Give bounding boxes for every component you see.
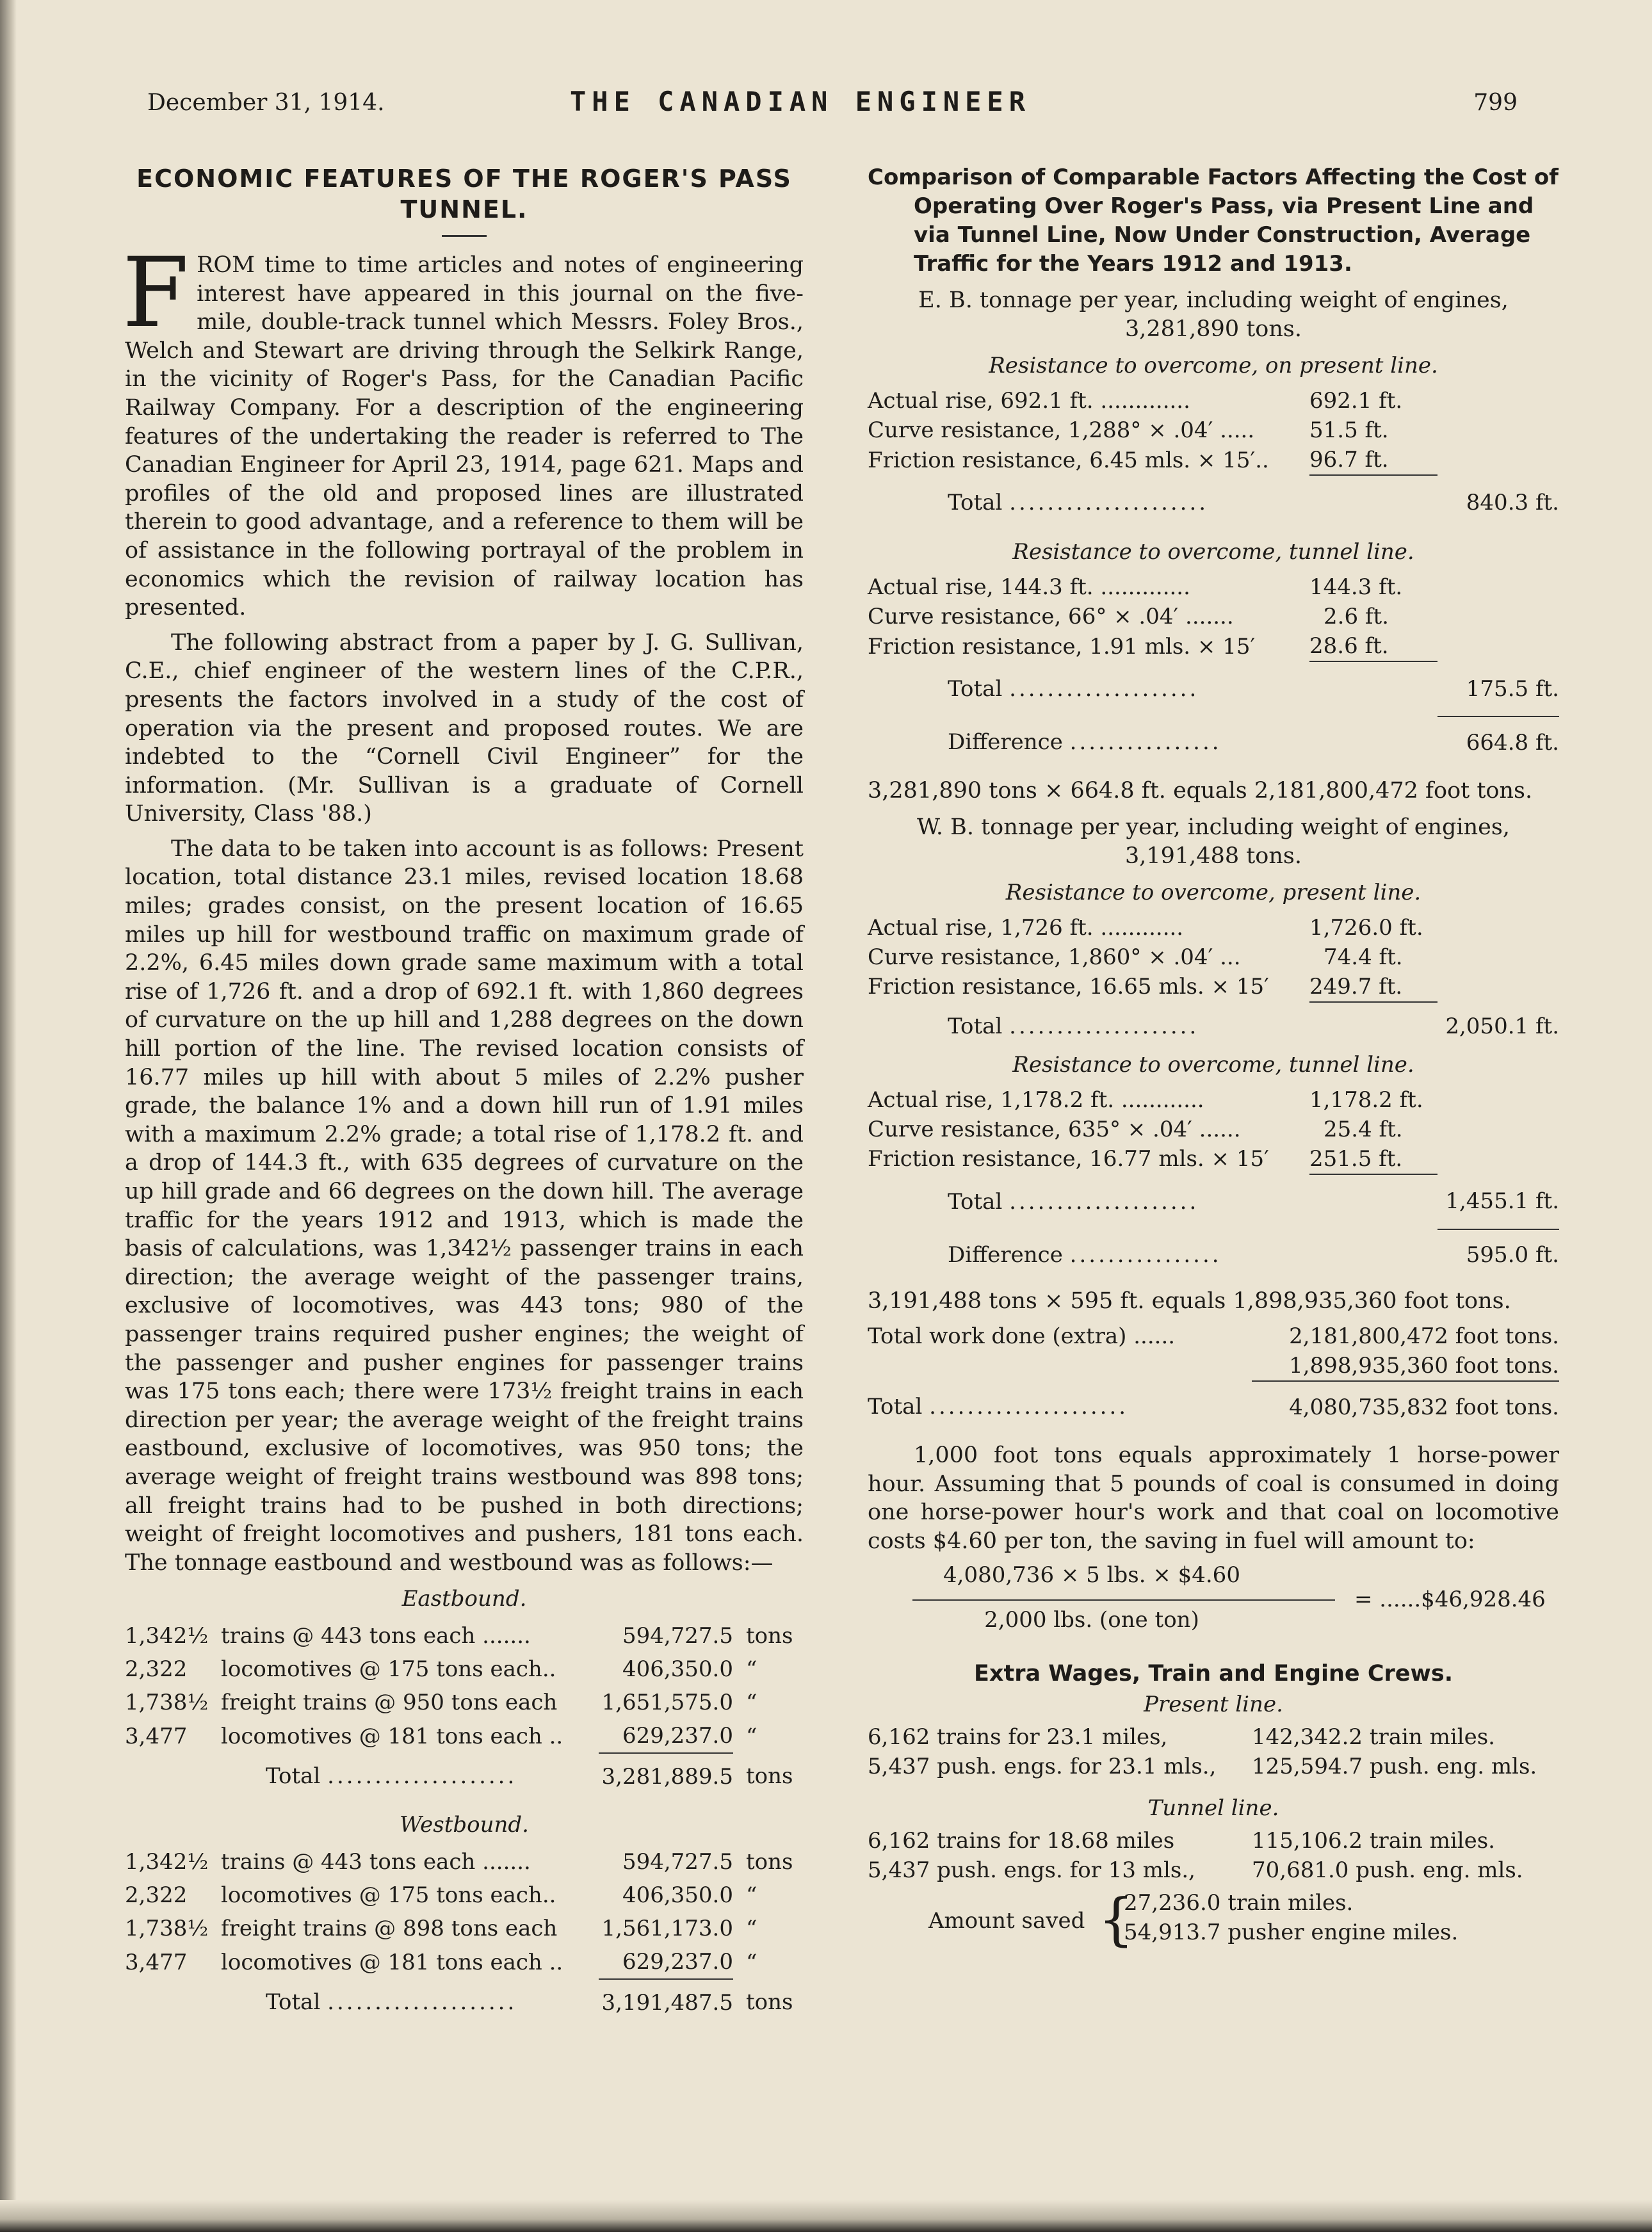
row-value: 1,726.0 ft. — [1309, 914, 1423, 941]
row-desc: freight trains @ 898 tons each — [221, 1916, 558, 1942]
right-column — [868, 163, 1559, 1958]
table-row — [868, 1752, 1559, 1781]
row-desc: locomotives @ 181 tons each .. — [221, 1949, 563, 1975]
row-count: 1,738½ — [125, 1916, 209, 1942]
row-label: Curve resistance, 1,860° × .04′ ... — [868, 944, 1241, 970]
article-paragraph-2: The following abstract from a paper by J. G. Sullivan, C.E., chief engineer of the western lines of the C.P.R., presents the factors involved in a study of the cost of operation via the present and proposed routes. We are indebted to the “Cornell Civil Engineer” for the information. (Mr. Sullivan is a graduate of Cornell University, Class '88.) — [125, 629, 804, 827]
amount-saved-line-2: 54,913.7 pusher engine miles. — [1124, 1919, 1459, 1945]
row-right: 142,342.2 train miles. — [1252, 1724, 1495, 1750]
eb-tunnel-heading: Resistance to overcome, tunnel line. — [1012, 539, 1414, 565]
total-value: 1,455.1 ft. — [1437, 1174, 1559, 1229]
row-value: 594,727.5 — [622, 1623, 733, 1649]
row-left: 6,162 trains for 18.68 miles — [868, 1827, 1175, 1854]
work-value-2: 1,898,935,360 foot tons. — [1252, 1351, 1559, 1381]
wb-intro: W. B. tonnage per year, including weight of engines, 3,191,488 tons. — [917, 814, 1510, 869]
total-value: 2,050.1 ft. — [1445, 1013, 1559, 1039]
row-left: 6,162 trains for 23.1 miles, — [868, 1724, 1168, 1750]
work-value-1: 2,181,800,472 foot tons. — [1289, 1323, 1559, 1350]
row-desc: locomotives @ 175 tons each.. — [221, 1882, 556, 1909]
eastbound-table — [125, 1619, 804, 1799]
title-rule — [442, 235, 487, 237]
row-count: 2,322 — [125, 1882, 188, 1909]
table-row — [868, 572, 1559, 602]
wages-heading: Extra Wages, Train and Engine Crews. — [973, 1660, 1453, 1686]
row-label: Curve resistance, 66° × .04′ ....... — [868, 604, 1234, 629]
comparison-title: Comparison of Comparable Factors Affecting the Cost of Operating Over Roger's Pass, via Present Line and via Tunnel Line, Now Under Construction, Average Traffic for the Years 1912 and 1913. — [868, 165, 1559, 277]
eb-present-heading: Resistance to overcome, on present line. — [989, 353, 1438, 378]
row-unit: “ — [746, 1723, 757, 1749]
total-dots: .................... — [1009, 676, 1199, 702]
total-label: Total — [948, 1188, 1003, 1215]
total-dots: .................... — [1009, 1188, 1199, 1215]
table-row — [868, 1144, 1559, 1174]
row-unit: “ — [746, 1916, 757, 1942]
table-row — [125, 1945, 804, 1979]
row-value: 25.4 ft. — [1324, 1116, 1403, 1142]
row-left: 5,437 push. engs. for 23.1 mls., — [868, 1753, 1217, 1779]
difference-label: Difference — [948, 1241, 1063, 1268]
row-value: 144.3 ft. — [1309, 574, 1403, 600]
row-label: Actual rise, 144.3 ft. ............. — [868, 574, 1190, 600]
page-edge-shadow — [0, 0, 17, 2232]
row-value: 96.7 ft. — [1309, 445, 1437, 475]
wb-present-table — [868, 913, 1559, 1051]
wages-present-table — [868, 1722, 1559, 1781]
amount-saved-line-1: 27,236.0 train miles. — [1124, 1889, 1354, 1916]
row-value: 1,178.2 ft. — [1309, 1087, 1423, 1113]
row-label: Actual rise, 1,178.2 ft. ............ — [868, 1087, 1204, 1113]
total-label: Total — [266, 1763, 321, 1790]
row-value: 74.4 ft. — [1324, 944, 1403, 970]
table-row — [125, 1719, 804, 1753]
drop-cap: F — [122, 238, 190, 349]
row-unit: “ — [746, 1690, 757, 1716]
wages-present-heading: Present line. — [1144, 1691, 1283, 1717]
row-unit: “ — [746, 1882, 757, 1909]
total-label: Total — [868, 1394, 923, 1420]
total-unit: tons — [746, 1763, 793, 1790]
table-row — [125, 1845, 804, 1879]
row-right: 115,106.2 train miles. — [1252, 1827, 1495, 1854]
row-desc: trains @ 443 tons each ....... — [221, 1623, 531, 1649]
eb-product: 3,281,890 tons × 664.8 ft. equals 2,181,800,472 foot tons. — [868, 778, 1533, 804]
row-unit: tons — [746, 1623, 793, 1649]
row-count: 3,477 — [125, 1949, 188, 1975]
fraction-bar — [912, 1599, 1335, 1601]
total-value: 175.5 ft. — [1437, 661, 1559, 716]
journal-title: THE CANADIAN ENGINEER — [570, 86, 1032, 117]
total-row — [868, 1174, 1559, 1229]
wages-tunnel-table — [868, 1826, 1559, 1885]
eb-present-table — [868, 386, 1559, 530]
row-value: 629,237.0 — [599, 1719, 733, 1753]
eb-intro: E. B. tonnage per year, including weight of engines, 3,281,890 tons. — [918, 287, 1509, 342]
amount-saved-label: Amount saved — [928, 1907, 1085, 1934]
wb-present-heading: Resistance to overcome, present line. — [1005, 879, 1421, 905]
total-row — [125, 1753, 804, 1799]
total-dots: .................... — [1009, 1013, 1199, 1039]
amount-saved — [868, 1888, 1559, 1958]
total-row — [868, 475, 1559, 530]
row-value: 249.7 ft. — [1309, 972, 1437, 1002]
table-row — [868, 913, 1559, 942]
fraction-numerator: 4,080,736 × 5 lbs. × $4.60 — [943, 1562, 1240, 1588]
eastbound-heading: Eastbound. — [401, 1586, 527, 1612]
total-value: 4,080,735,832 foot tons. — [1289, 1394, 1559, 1420]
table-row — [125, 1619, 804, 1653]
table-row — [868, 1322, 1559, 1351]
row-left: 5,437 push. engs. for 13 mls., — [868, 1857, 1195, 1883]
work-table — [868, 1322, 1559, 1432]
row-desc: locomotives @ 181 tons each .. — [221, 1723, 563, 1749]
wb-tunnel-table — [868, 1085, 1559, 1281]
table-row — [868, 942, 1559, 972]
total-value: 840.3 ft. — [1466, 490, 1559, 515]
wages-tunnel-heading: Tunnel line. — [1147, 1795, 1279, 1821]
difference-value: 664.8 ft. — [1466, 729, 1559, 756]
header-date: December 31, 1914. — [147, 90, 385, 116]
wb-product: 3,191,488 tons × 595 ft. equals 1,898,935,360 foot tons. — [868, 1288, 1511, 1314]
table-row — [868, 631, 1559, 661]
total-row — [868, 1381, 1559, 1432]
table-row — [868, 1085, 1559, 1115]
table-row — [868, 386, 1559, 416]
table-row — [868, 1722, 1559, 1752]
row-value: 692.1 ft. — [1309, 388, 1403, 414]
total-row — [125, 1979, 804, 2025]
row-label: Friction resistance, 1.91 mls. × 15′ — [868, 633, 1256, 659]
row-value: 406,350.0 — [622, 1656, 733, 1683]
difference-value: 595.0 ft. — [1466, 1242, 1559, 1268]
row-value: 2.6 ft. — [1324, 604, 1389, 629]
table-row — [125, 1653, 804, 1686]
difference-label: Difference — [948, 729, 1063, 755]
table-row — [868, 1856, 1559, 1885]
table-row — [125, 1912, 804, 1945]
row-label: Friction resistance, 16.77 mls. × 15′ — [868, 1146, 1269, 1172]
article-title: ECONOMIC FEATURES OF THE ROGER'S PASS TUNNEL. — [136, 165, 792, 223]
total-dots: ..................... — [1009, 490, 1209, 515]
row-value: 28.6 ft. — [1309, 631, 1437, 661]
row-desc: freight trains @ 950 tons each — [221, 1690, 558, 1716]
total-row — [868, 1002, 1559, 1051]
row-value: 629,237.0 — [599, 1945, 733, 1979]
westbound-heading: Westbound. — [399, 1812, 529, 1838]
row-label: Curve resistance, 1,288° × .04′ ..... — [868, 417, 1255, 443]
total-label: Total — [948, 490, 1003, 515]
row-label: Actual rise, 1,726 ft. ............ — [868, 914, 1184, 941]
hp-paragraph: 1,000 foot tons equals approximately 1 horse-power hour. Assuming that 5 pounds of coal is consumed in doing one horse-power hour's work and that coal on locomotive costs $4.60 per ton, the saving in fuel will amount to: — [868, 1443, 1559, 1554]
table-row — [868, 972, 1559, 1002]
row-value: 594,727.5 — [622, 1849, 733, 1875]
westbound-table — [125, 1845, 804, 2025]
total-label: Total — [266, 1989, 321, 2016]
running-header — [147, 86, 1518, 128]
table-row — [868, 1351, 1559, 1381]
fuel-fraction — [868, 1562, 1559, 1639]
row-count: 3,477 — [125, 1723, 188, 1749]
row-count: 1,342½ — [125, 1623, 209, 1649]
total-dots: .................... — [327, 1763, 517, 1790]
row-value: 51.5 ft. — [1309, 417, 1389, 443]
fraction-denominator: 2,000 lbs. (one ton) — [984, 1606, 1199, 1633]
page-number: 799 — [1473, 90, 1518, 116]
row-desc: locomotives @ 175 tons each.. — [221, 1656, 556, 1683]
article-paragraph-1 — [122, 238, 804, 622]
total-dots: ..................... — [929, 1394, 1129, 1420]
table-row — [125, 1686, 804, 1719]
brace-icon: { — [1098, 1886, 1134, 1952]
paragraph-1-text: ROM time to time articles and notes of engineering interest have appeared in this journal on the five-mile, double-track tunnel which Messrs. Foley Bros., Welch and Stewart are driving through the Selkirk Range, in the vicinity of Roger's Pass, for the Canadian Pacific Railway Company. For a description of the engineering features of the undertaking the reader is referred to The Canadian Engineer for April 23, 1914, page 621. Maps and profiles of the old and proposed lines are illustrated therein to good advantage, and a reference to them will be of assistance in the following portrayal of the problem in economics which the revision of railway location has presented. — [125, 252, 804, 621]
total-dots: .................... — [327, 1989, 517, 2016]
total-row — [868, 661, 1559, 716]
fraction-result: = ......$46,928.46 — [1354, 1586, 1546, 1612]
page-bottom-shadow — [0, 2200, 1652, 2232]
row-count: 1,738½ — [125, 1690, 209, 1716]
total-unit: tons — [746, 1989, 793, 2016]
table-row — [125, 1879, 804, 1912]
row-unit: “ — [746, 1656, 757, 1683]
row-label: Friction resistance, 6.45 mls. × 15′.. — [868, 447, 1269, 473]
table-row — [868, 1826, 1559, 1856]
difference-row — [868, 1229, 1559, 1281]
row-right: 70,681.0 push. eng. mls. — [1252, 1857, 1523, 1883]
left-column — [122, 163, 804, 2025]
row-unit: tons — [746, 1849, 793, 1875]
row-count: 1,342½ — [125, 1849, 209, 1875]
article-paragraph-3: The data to be taken into account is as follows: Present location, total distance 23.1 miles, revised location 18.68 miles; grades consist, on the present location of 16.65 miles up hill for westbound traffic on maximum grade of 2.2%, 6.45 miles down grade same maximum with a total rise of 1,726 ft. and a drop of 692.1 ft. with 1,860 degrees of curvature on the up hill and 1,288 degrees on the down hill portion of the line. The revised location consists of 16.77 miles up hill with about 5 miles of 2.2% pusher grade, the balance 1% and a down hill run of 1.91 miles with a maximum 2.2% grade; a total rise of 1,178.2 ft. and a drop of 144.3 ft., with 635 degrees of curvature on the up hill grade and 66 degrees on the down hill. The average traffic for the years 1912 and 1913, which is made the basis of calculations, was 1,342½ passenger trains in each direction; the average weight of the passenger trains, exclusive of locomotives, was 443 tons; 980 of the passenger trains required pusher engines; the weight of the passenger and pusher engines for passenger trains was 175 tons each; there were 173½ freight trains in each direction per year; the average weight of the freight trains eastbound, exclusive of locomotives, was 950 tons; the average weight of freight trains westbound was 898 tons; all freight trains had to be pushed in both directions; weight of freight locomotives and pushers, 181 tons each. The tonnage eastbound and westbound was as follows:— — [125, 836, 804, 1576]
row-value: 1,561,173.0 — [601, 1916, 733, 1942]
row-value: 251.5 ft. — [1309, 1144, 1437, 1174]
total-label: Total — [948, 676, 1003, 702]
row-label: Friction resistance, 16.65 mls. × 15′ — [868, 974, 1269, 1000]
row-value: 1,651,575.0 — [601, 1690, 733, 1716]
table-row — [868, 445, 1559, 475]
work-label: Total work done (extra) ...... — [868, 1323, 1176, 1350]
table-row — [868, 1115, 1559, 1144]
total-value: 3,281,889.5 — [601, 1763, 733, 1790]
difference-dots: ................ — [1069, 1241, 1222, 1268]
row-label: Actual rise, 692.1 ft. ............. — [868, 388, 1190, 414]
row-unit: “ — [746, 1949, 757, 1975]
difference-dots: ................ — [1069, 729, 1222, 755]
row-desc: trains @ 443 tons each ....... — [221, 1849, 531, 1875]
row-right: 125,594.7 push. eng. mls. — [1252, 1753, 1537, 1779]
total-value: 3,191,487.5 — [601, 1989, 733, 2016]
table-row — [868, 416, 1559, 445]
row-value: 406,350.0 — [622, 1882, 733, 1909]
table-row — [868, 602, 1559, 631]
total-label: Total — [948, 1013, 1003, 1039]
row-count: 2,322 — [125, 1656, 188, 1683]
wb-tunnel-heading: Resistance to overcome, tunnel line. — [1012, 1051, 1414, 1078]
difference-row — [868, 716, 1559, 768]
eb-tunnel-table — [868, 572, 1559, 768]
row-label: Curve resistance, 635° × .04′ ...... — [868, 1116, 1241, 1142]
